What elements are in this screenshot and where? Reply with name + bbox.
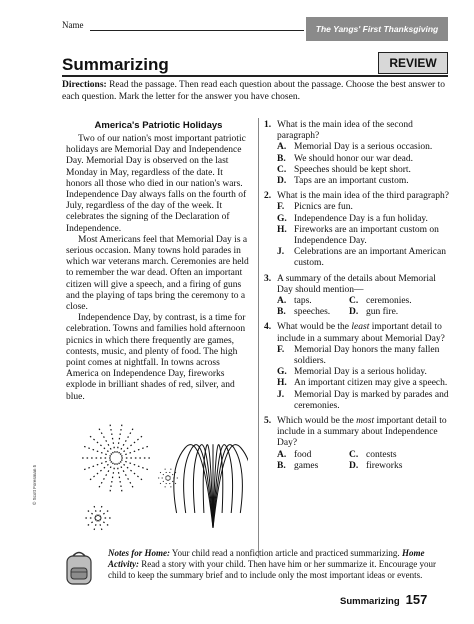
article-paragraph: Independence Day, by contrast, is a time for celebration. Towns and families hold afternoon picnics in which there frequently are games, contests, music, and plenty of food. The high point comes at nightfall. In towns across America on Independence Day, fireworks explode in brilliant shades of red, silver, and blue. (66, 313, 246, 402)
option-text: Independence Day is a fun holiday. (294, 213, 428, 224)
option-letter: B. (277, 153, 286, 164)
firework-trail (184, 445, 213, 528)
firework-trail (213, 445, 242, 528)
answer-option[interactable] (349, 450, 421, 461)
answer-option[interactable] (277, 450, 349, 461)
answer-option[interactable] (277, 165, 450, 176)
question-4 (264, 322, 450, 412)
backpack-icon (60, 548, 98, 588)
option-text: Taps are an important custom. (294, 176, 409, 187)
directions-text: Read the passage. Then read each question about the passage. Choose the best answer to each question. Mark the letter for the answer you have chosen. (62, 80, 445, 102)
answer-option[interactable] (349, 307, 421, 318)
option-letter: D. (277, 176, 287, 187)
question-text (277, 416, 450, 450)
question-number: 1. (264, 120, 272, 130)
question-text-part: Which would be the (277, 416, 357, 427)
firework-ray (100, 510, 110, 517)
option-text: Celebrations are an important American custom. (294, 247, 446, 269)
firework-ray (121, 460, 150, 470)
question-text-part: important detail to include in a summary about Independence Day? (277, 416, 447, 449)
home-activity-label: Home Activity: (108, 548, 425, 569)
answer-option[interactable] (277, 367, 450, 378)
page-heading: Summarizing (62, 55, 169, 74)
question-3 (264, 274, 450, 319)
notes-text: Your child read a nonfiction article and practiced summarizing. (170, 548, 402, 558)
question-text: What is the main idea of the third paragraph? (277, 191, 449, 202)
question-text: What is the main idea of the second paragraph? (277, 120, 413, 142)
question-number: 4. (264, 322, 272, 333)
option-letter: A. (277, 449, 287, 460)
answer-option[interactable] (277, 378, 450, 389)
question-text (277, 322, 450, 344)
option-letter: J. (277, 247, 285, 258)
option-text: games (294, 460, 319, 471)
question-number: 3. (264, 273, 272, 284)
firework-ray (119, 427, 134, 454)
option-letter: A. (277, 296, 287, 307)
directions-label: Directions: (62, 80, 107, 90)
firework-ray (94, 505, 98, 516)
question-2 (264, 191, 450, 269)
review-badge: REVIEW (378, 52, 448, 74)
answer-option[interactable] (277, 296, 349, 307)
option-letter: J. (277, 389, 285, 400)
firework-ray (87, 519, 97, 526)
option-letter: F. (277, 202, 285, 213)
question-text-part: important detail to include in a summary about Memorial Day? (277, 322, 445, 344)
question-emphasis: least (351, 322, 370, 333)
firework-ray (100, 519, 110, 526)
answer-option[interactable] (277, 202, 450, 213)
option-text: fireworks (366, 460, 403, 471)
answer-option[interactable] (277, 214, 450, 225)
notes-for-home (108, 548, 450, 581)
option-letter: D. (349, 460, 359, 471)
question-text: A summary of the details about Memorial Day should mention— (277, 273, 436, 295)
fireworks-illustration (68, 418, 248, 538)
firework-ray (99, 520, 103, 531)
option-letter: B. (277, 307, 286, 318)
answer-option[interactable] (349, 296, 421, 307)
answer-option[interactable] (277, 307, 349, 318)
firework-ray (82, 446, 111, 456)
option-letter: H. (277, 378, 287, 389)
firework-ray (158, 471, 166, 477)
question-5 (264, 416, 450, 472)
notes-activity-text: Read a story with your child. Then have him or her summarize it. Encourage your child to keep the summary brief and to include only the most important ideas or events. (108, 559, 436, 580)
footer-section: Summarizing (340, 596, 400, 607)
option-text: Memorial Day is a serious occasion. (294, 142, 433, 153)
notes-label: Notes for Home: (108, 548, 170, 558)
article-paragraph: Most Americans feel that Memorial Day is a serious occasion. Many towns hold parades in which war veterans march. Ceremonies are held to remember the war dead. Often an important citizen will give a speech, and a firing of guns and the playing of taps bring the ceremony to a close. (66, 234, 249, 313)
firework-ray (169, 467, 172, 477)
page-footer (340, 592, 427, 607)
option-letter: C. (349, 449, 359, 460)
option-text: taps. (294, 296, 312, 307)
page-number: 157 (405, 592, 428, 607)
question-1 (264, 120, 450, 187)
option-text: speeches. (294, 307, 331, 318)
firework-ray (119, 463, 134, 490)
option-letter: F. (277, 344, 285, 355)
heading-rule (62, 75, 448, 77)
option-letter: C. (349, 296, 359, 307)
option-text: Speeches should be kept short. (294, 164, 411, 175)
answer-option[interactable] (277, 142, 450, 153)
option-text: Memorial Day honors the many fallen soldiers. (294, 344, 440, 367)
article-paragraph: Two of our nation's most important patriotic holidays are Memorial Day and Independence Day. Memorial Day is observed on the last Monday in May, regardless of the date. It honors all those who died in our nation's wars. Independence Day always falls on the fourth of July, regardless of the day of the week. It celebrates the signing of the Declaration of Independence. (66, 134, 247, 234)
option-text: Memorial Day is marked by parades and ceremonies. (294, 389, 449, 411)
option-text: ceremonies. (366, 296, 412, 307)
firework-ray (164, 480, 167, 490)
option-text: An important citizen may give a speech. (294, 378, 448, 389)
copyright-notice: © Scott Foresman 5 (32, 464, 37, 505)
firework-ray (164, 467, 167, 477)
name-label: Name (62, 20, 84, 30)
firework-ray (94, 520, 98, 531)
option-letter: G. (277, 213, 287, 224)
question-text-part: What would be the (277, 322, 352, 333)
option-text: We should honor our war dead. (294, 153, 414, 164)
unit-title-banner: The Yangs' First Thanksgiving (306, 17, 448, 41)
option-letter: H. (277, 224, 287, 235)
answer-option[interactable] (277, 247, 450, 269)
option-text: Picnics are fun. (294, 202, 353, 213)
answer-option[interactable] (349, 461, 421, 472)
option-text: contests (366, 449, 397, 460)
column-divider (258, 118, 259, 558)
firework-ray (158, 479, 166, 485)
question-number: 5. (264, 416, 272, 427)
firework-ray (169, 480, 172, 490)
article-title: America's Patriotic Holidays (94, 120, 223, 131)
firework-ray (87, 510, 97, 517)
option-letter: A. (277, 142, 287, 153)
option-text: Memorial Day is a serious holiday. (294, 367, 427, 378)
questions-column (264, 120, 450, 476)
question-emphasis: most (356, 416, 375, 427)
answer-option[interactable] (277, 390, 450, 412)
option-letter: D. (349, 307, 359, 318)
answer-option[interactable] (277, 176, 450, 187)
question-number: 2. (264, 191, 272, 202)
firework-ray (98, 463, 113, 490)
firework-ray (169, 471, 177, 477)
name-line (90, 30, 304, 31)
option-text: Fireworks are an important custom on Independence Day. (294, 224, 439, 247)
firework-ray (99, 505, 103, 516)
answer-option[interactable] (277, 154, 450, 165)
directions (62, 80, 448, 103)
answer-option[interactable] (277, 461, 349, 472)
option-letter: B. (277, 460, 286, 471)
answer-option[interactable] (277, 225, 450, 247)
firework-ray (82, 460, 111, 470)
answer-option[interactable] (277, 345, 450, 367)
firework-ray (121, 446, 150, 456)
option-text: food (294, 449, 312, 460)
option-letter: G. (277, 367, 287, 378)
firework-ray (98, 427, 113, 454)
article-body (66, 134, 251, 403)
option-letter: C. (277, 164, 287, 175)
option-text: gun fire. (366, 307, 399, 318)
